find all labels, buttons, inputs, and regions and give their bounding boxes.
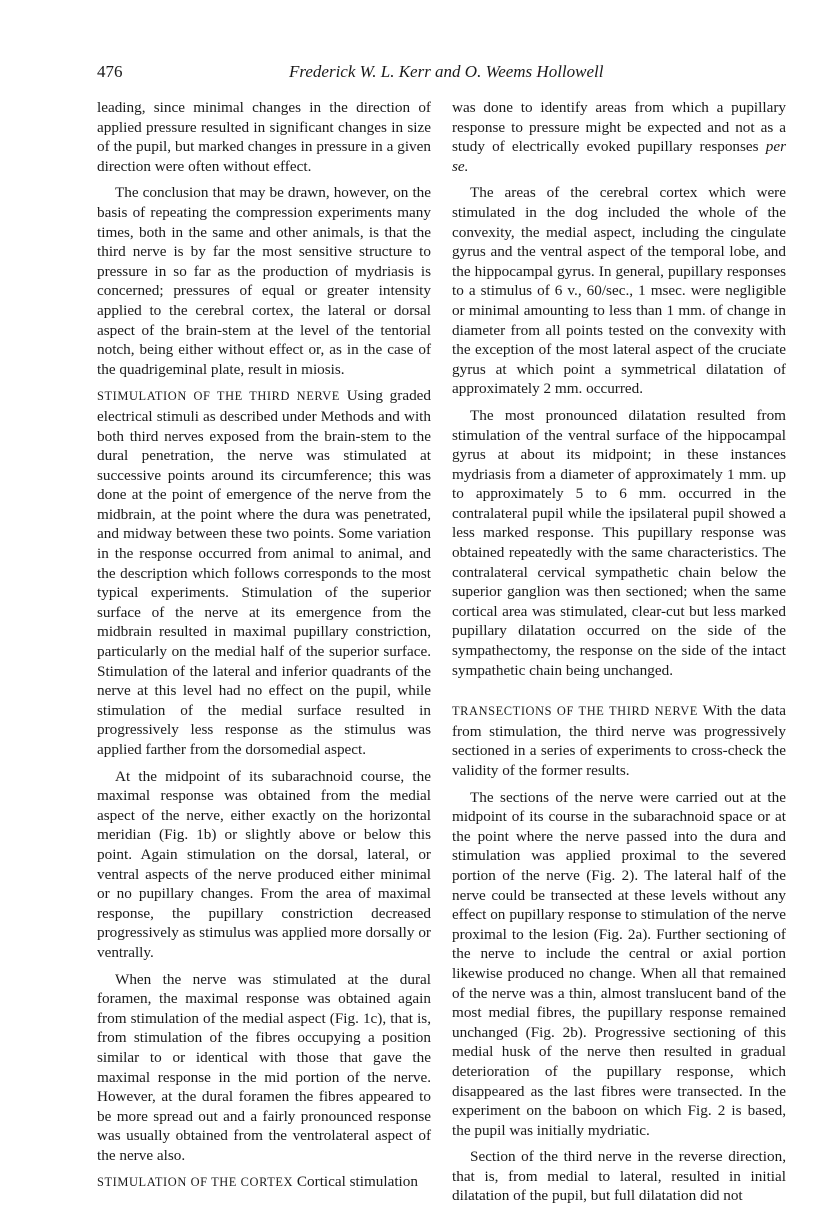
paragraph: [97, 386, 431, 759]
left-column: [97, 98, 431, 1200]
paragraph: When the nerve was stimulated at the dural foramen, the maximal response was obtained again from stimulation of the medial aspect (Fig. 1c), that is, from stimulation of the fibres occupying a position similar to or identical with those that gave the maximal response in the mid portion of the nerve. However, at the dural foramen the fibres appeared to be more spread out and a fairly pronounced response was usually obtained from the ventrolateral aspect of the nerve also.: [97, 970, 431, 1164]
paragraph: [97, 1172, 431, 1193]
paragraph: [452, 701, 786, 780]
paragraph: The sections of the nerve were carried out at the midpoint of its course in the subarachnoid space or at the point where the nerve passed into the dura and stimulation was applied proximal to the severed portion of the nerve (Fig. 2). The lateral half of the nerve could be transected at these levels without any effect on pupillary response to stimulation of the nerve proximal to the lesion (Fig. 2a). Further sectioning of the nerve to include the central or axial portion likewise produced no change. When all that remained of the nerve was a thin, almost translucent band of the most medial fibres, the pupillary response remained unchanged (Fig. 2b). Progressive sectioning of this medial husk of the nerve then resulted in gradual deterioration of the pupillary response, which disappeared as the last fibres were transected. In the experiment on the baboon on which Fig. 2 is based, the pupil was initially mydriatic.: [452, 788, 786, 1139]
page-number: 476: [97, 62, 123, 81]
paragraph-text: was done to identify areas from which a pupillary response to pressure might be expected and not as a study of electrically evoked pupillary responses: [452, 99, 786, 156]
paragraph: The most pronounced dilatation resulted from stimulation of the ventral surface of the hippocampal gyrus at about its midpoint; in these instances mydriasis from a diameter of approximately 1 mm. up to approximately 5 to 6 mm. occurred in the contralateral pupil while the ipsilateral pupil showed a less marked response. This pupillary response was obtained repeatedly with the same characteristics. The contralateral cervical sympathetic chain below the superior ganglion was then sectioned; when the same cortical area was stimulated, clear-cut but less marked pupillary dilatation occurred on the side of the sympathectomy, the response on the side of the intact sympathetic chain being unchanged.: [452, 406, 786, 679]
paragraph: [452, 98, 786, 176]
italic-text: per se.: [452, 138, 786, 175]
paragraph: leading, since minimal changes in the direction of applied pressure resulted in significant changes in size of the pupil, but marked changes in pressure in a given direction were often without effect.: [97, 99, 431, 175]
section-heading: STIMULATION OF THE THIRD NERVE: [97, 389, 340, 404]
paragraph: At the midpoint of its subarachnoid course, the maximal response was obtained from the medial aspect of the nerve, either exactly on the horizontal meridian (Fig. 1b) or slightly above or below this point. Again stimulation on the dorsal, lateral, or ventral aspects of the nerve produced either minimal or no pupillary changes. From the area of maximal response, the pupillary constriction decreased progressively as stimulus was applied more dorsally or ventrally.: [97, 767, 431, 961]
paragraph-text: Cortical stimulation: [296, 1173, 418, 1191]
section-heading: TRANSECTIONS OF THE THIRD NERVE: [452, 704, 698, 719]
section-gap: [452, 687, 786, 701]
page-header: [97, 62, 785, 86]
section-heading: STIMULATION OF THE CORTEX: [97, 1175, 294, 1190]
running-head: Frederick W. L. Kerr and O. Weems Hollowell: [289, 62, 604, 81]
paragraph-text: With the data from stimulation, the third nerve was progressively sectioned in a series of experiments to cross-check the validity of the former results.: [452, 702, 786, 779]
paragraph-text: Using graded electrical stimuli as described under Methods and with both third nerves exposed from the brain-stem to the dural penetration, the nerve was stimulated at successive points around its circumference; this was done at the point of emergence of the nerve from the midbrain, at the point where the dura was penetrated, and midway between these two points. Some variation in the response occurred from animal to animal, and the description which follows corresponds to the most typical experiments. Stimulation of the superior surface of the nerve at its emergence from the midbrain resulted in maximal pupillary constriction, particularly on the medial half of the superior surface. Stimulation of the lateral and inferior quadrants of the nerve at this level had no effect on the pupil, while stimulation of the medial surface resulted in progressively less response as the stimulus was applied farther from the dorsomedial aspect.: [97, 387, 432, 758]
right-column: [452, 98, 786, 1213]
paragraph: Section of the third nerve in the reverse direction, that is, from medial to lateral, resulted in initial dilatation of the pupil, but full dilatation did not: [452, 1148, 786, 1205]
paragraph: The areas of the cerebral cortex which were stimulated in the dog included the whole of the convexity, the medial aspect, including the cingulate gyrus and the ventral aspect of the temporal lobe, and the hippocampal gyrus. In general, pupillary responses to a stimulus of 6 v., 60/sec., 1 msec. were negligible or minimal amounting to less than 1 mm. of change in diameter from all points tested on the convexity with the exception of the most lateral aspect of the cruciate gyrus at which point a symmetrical dilatation of approximately 2 mm. occurred.: [452, 184, 786, 398]
paragraph: The conclusion that may be drawn, however, on the basis of repeating the compression experiments many times, both in the same and other animals, is that the third nerve is by far the most sensitive structure to pressure in so far as the production of mydriasis is concerned; pressures of equal or greater intensity applied to the cerebral cortex, the lateral or dorsal aspect of the brain-stem at the level of the tentorial notch, being either without effect or, as in the case of the quadrigeminal plate, result in miosis.: [97, 184, 431, 378]
